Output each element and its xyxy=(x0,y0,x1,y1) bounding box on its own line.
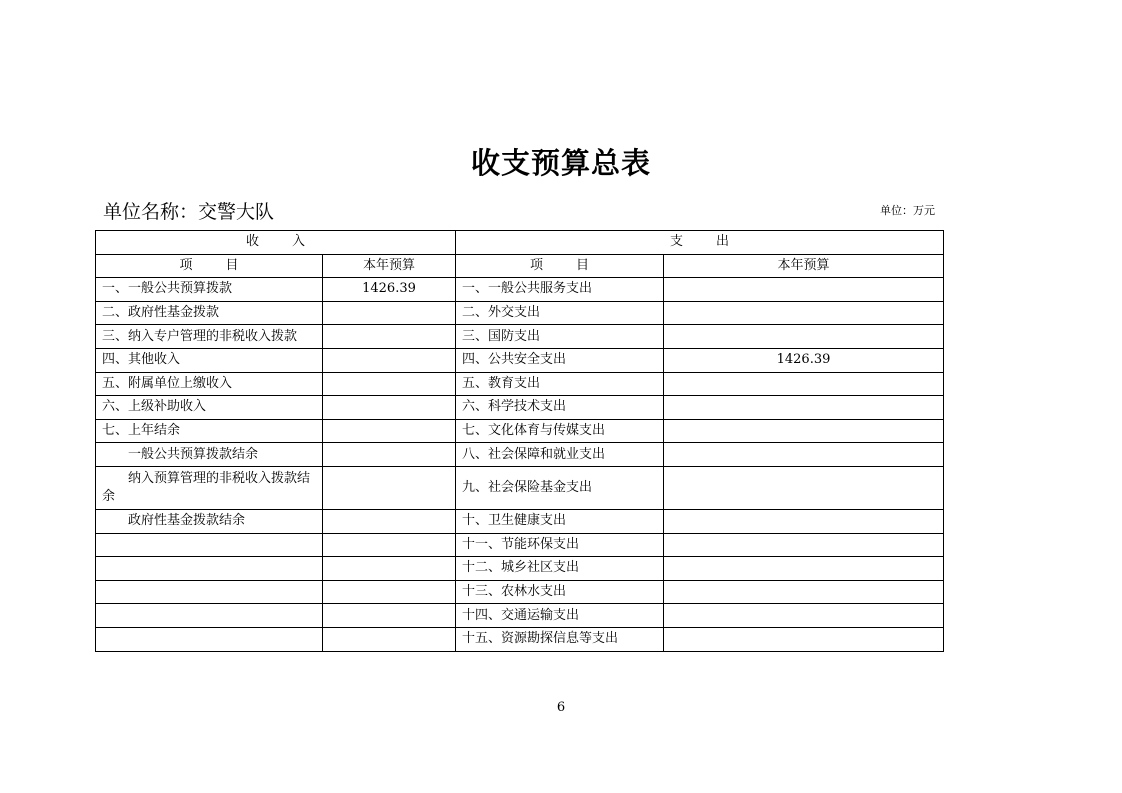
table-row xyxy=(96,325,944,349)
income-value xyxy=(323,580,456,604)
unit-name: 单位名称：交警大队 xyxy=(103,201,275,223)
expense-header: 支 出 xyxy=(456,231,944,255)
header-row-group xyxy=(96,231,944,255)
income-value xyxy=(323,627,456,651)
income-label xyxy=(96,557,323,581)
table-row xyxy=(96,604,944,628)
expense-value xyxy=(664,301,944,325)
income-label: 政府性基金拨款结余 xyxy=(96,509,323,533)
expense-value xyxy=(664,278,944,302)
expense-label: 十三、农林水支出 xyxy=(456,580,664,604)
expense-label: 十、卫生健康支出 xyxy=(456,509,664,533)
expense-item-header: 项 目 xyxy=(456,254,664,278)
income-value xyxy=(323,443,456,467)
income-label: 四、其他收入 xyxy=(96,348,323,372)
income-label: 一般公共预算拨款结余 xyxy=(96,443,323,467)
expense-label: 四、公共安全支出 xyxy=(456,348,664,372)
income-value xyxy=(323,466,456,509)
page-number: 6 xyxy=(556,700,566,715)
expense-value xyxy=(664,443,944,467)
table-row xyxy=(96,372,944,396)
expense-value xyxy=(664,533,944,557)
expense-label: 九、社会保险基金支出 xyxy=(456,466,664,509)
budget-table xyxy=(95,230,944,652)
expense-value xyxy=(664,419,944,443)
table-row xyxy=(96,580,944,604)
table-row xyxy=(96,301,944,325)
table-row xyxy=(96,348,944,372)
expense-label: 七、文化体育与传媒支出 xyxy=(456,419,664,443)
income-value xyxy=(323,348,456,372)
income-label xyxy=(96,604,323,628)
table-row xyxy=(96,419,944,443)
expense-value xyxy=(664,580,944,604)
expense-label: 八、社会保障和就业支出 xyxy=(456,443,664,467)
income-item-header: 项 目 xyxy=(96,254,323,278)
expense-label: 十二、城乡社区支出 xyxy=(456,557,664,581)
currency-unit: 单位：万元 xyxy=(880,204,935,217)
income-label: 五、附属单位上缴收入 xyxy=(96,372,323,396)
income-value xyxy=(323,372,456,396)
income-value xyxy=(323,604,456,628)
expense-value xyxy=(664,396,944,420)
income-label: 三、纳入专户管理的非税收入拨款 xyxy=(96,325,323,349)
income-value xyxy=(323,509,456,533)
expense-value xyxy=(664,627,944,651)
expense-label: 六、科学技术支出 xyxy=(456,396,664,420)
expense-value: 1426.39 xyxy=(664,348,944,372)
expense-value xyxy=(664,604,944,628)
expense-label: 十四、交通运输支出 xyxy=(456,604,664,628)
expense-label: 二、外交支出 xyxy=(456,301,664,325)
expense-value xyxy=(664,509,944,533)
income-value: 1426.39 xyxy=(323,278,456,302)
page-title: 收支预算总表 xyxy=(470,146,651,180)
table-row xyxy=(96,557,944,581)
expense-label: 十一、节能环保支出 xyxy=(456,533,664,557)
expense-value xyxy=(664,466,944,509)
income-header: 收 入 xyxy=(96,231,456,255)
income-value xyxy=(323,533,456,557)
income-value xyxy=(323,325,456,349)
expense-budget-header: 本年预算 xyxy=(664,254,944,278)
income-value xyxy=(323,396,456,420)
expense-value xyxy=(664,372,944,396)
table-row xyxy=(96,443,944,467)
income-label: 七、上年结余 xyxy=(96,419,323,443)
income-label: 一、一般公共预算拨款 xyxy=(96,278,323,302)
header-row-columns xyxy=(96,254,944,278)
expense-value xyxy=(664,325,944,349)
table-row xyxy=(96,278,944,302)
expense-label: 一、一般公共服务支出 xyxy=(456,278,664,302)
table-row xyxy=(96,396,944,420)
income-label xyxy=(96,627,323,651)
income-label: 六、上级补助收入 xyxy=(96,396,323,420)
expense-value xyxy=(664,557,944,581)
expense-label: 十五、资源勘探信息等支出 xyxy=(456,627,664,651)
table-row xyxy=(96,509,944,533)
expense-label: 三、国防支出 xyxy=(456,325,664,349)
income-value xyxy=(323,557,456,581)
table-row xyxy=(96,533,944,557)
table-row xyxy=(96,627,944,651)
income-budget-header: 本年预算 xyxy=(323,254,456,278)
income-label: 二、政府性基金拨款 xyxy=(96,301,323,325)
table-row xyxy=(96,466,944,509)
expense-label: 五、教育支出 xyxy=(456,372,664,396)
income-label: 纳入预算管理的非税收入拨款结余 xyxy=(96,466,323,509)
income-label xyxy=(96,533,323,557)
income-label xyxy=(96,580,323,604)
income-value xyxy=(323,419,456,443)
income-value xyxy=(323,301,456,325)
